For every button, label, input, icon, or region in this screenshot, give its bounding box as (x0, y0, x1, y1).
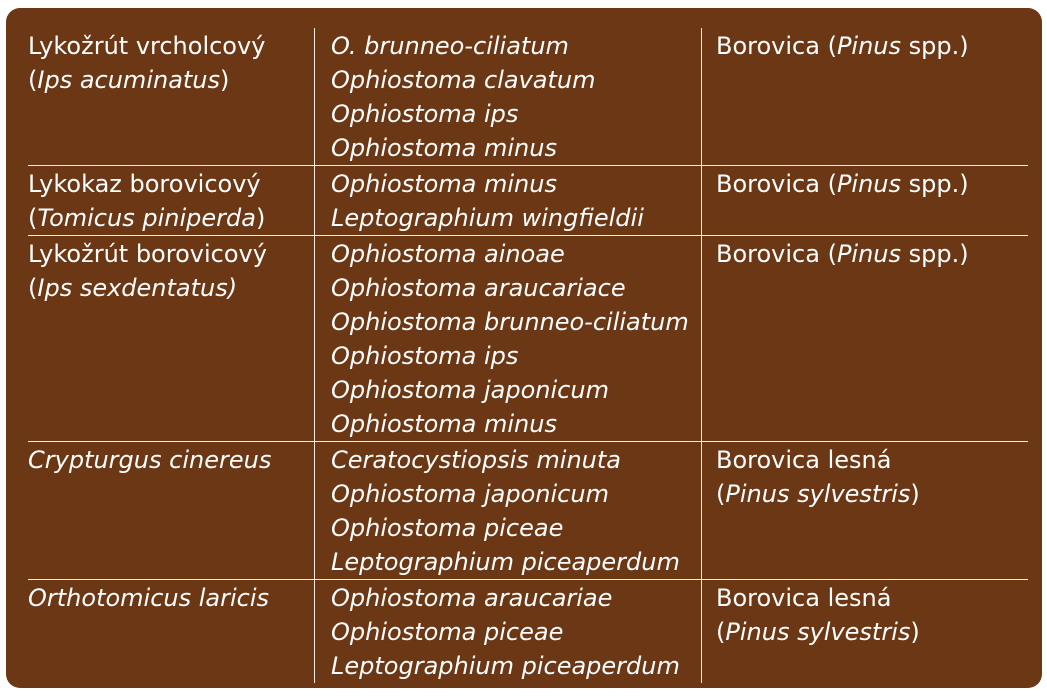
common-text: spp.) (901, 32, 969, 60)
host-line (716, 477, 1028, 511)
fungus-name: Ophiostoma ips (331, 342, 519, 370)
table-row (28, 580, 1028, 684)
common-text: Lykokaz borovicový (28, 170, 261, 198)
latin-name: Pinus (836, 240, 902, 268)
insect-line (28, 167, 314, 201)
common-text: Borovica ( (716, 32, 837, 60)
fungi-cell (315, 28, 702, 166)
latin-name: Pinus sylvestris (725, 618, 911, 646)
fungus-name: Ophiostoma piceae (331, 514, 564, 542)
insect-line (28, 63, 314, 97)
insect-cell (28, 442, 315, 580)
common-text: ) (910, 618, 920, 646)
latin-name: Ips acuminatus (37, 66, 221, 94)
fungi-cell (315, 236, 702, 442)
host-cell (702, 236, 1029, 442)
fungus-name: Ophiostoma brunneo-ciliatum (331, 308, 689, 336)
insect-cell (28, 166, 315, 236)
fungus-name: Ophiostoma araucariace (331, 274, 626, 302)
latin-name: Crypturgus cinereus (28, 446, 272, 474)
common-text: ( (28, 274, 38, 302)
common-text: ( (28, 66, 38, 94)
host-line (716, 167, 1028, 201)
latin-name: Pinus (836, 32, 902, 60)
common-text: spp.) (901, 170, 969, 198)
latin-name: Pinus sylvestris (725, 480, 911, 508)
host-line (716, 581, 1028, 615)
table-row (28, 28, 1028, 166)
insect-cell (28, 236, 315, 442)
table-body (28, 28, 1028, 683)
host-cell (702, 580, 1029, 684)
host-line (716, 29, 1028, 63)
insect-line (28, 271, 314, 305)
common-text: ( (28, 204, 38, 232)
insect-cell (28, 28, 315, 166)
host-line (716, 615, 1028, 649)
insect-line (28, 443, 314, 477)
fungus-name: Ophiostoma minus (331, 170, 557, 198)
latin-name: Pinus (836, 170, 902, 198)
common-text: Lykožrút borovicový (28, 240, 267, 268)
fungus-name: Ophiostoma ips (331, 100, 519, 128)
fungi-cell (315, 442, 702, 580)
fungus-name: Leptographium piceaperdum (331, 652, 680, 680)
fungus-name: Ophiostoma japonicum (331, 376, 609, 404)
fungus-name: Leptographium wingfieldii (331, 204, 644, 232)
insect-line (28, 581, 314, 615)
common-text: Lykožrút vrcholcový (28, 32, 266, 60)
insect-line (28, 237, 314, 271)
table-row (28, 442, 1028, 580)
fungus-name: Leptographium piceaperdum (331, 548, 680, 576)
common-text: Borovica lesná (716, 584, 892, 612)
common-text: Borovica ( (716, 170, 837, 198)
common-text: ) (220, 66, 230, 94)
fungus-name: Ophiostoma minus (331, 134, 557, 162)
latin-name: Orthotomicus laricis (28, 584, 270, 612)
host-cell (702, 28, 1029, 166)
table-row (28, 166, 1028, 236)
fungi-cell (315, 580, 702, 684)
common-text: ( (716, 480, 726, 508)
fungus-name: Ophiostoma ainoae (331, 240, 565, 268)
common-text: ) (910, 480, 920, 508)
common-text: ( (716, 618, 726, 646)
fungus-name: Ophiostoma japonicum (331, 480, 609, 508)
insect-line (28, 201, 314, 235)
fungus-name: O. brunneo-ciliatum (331, 32, 569, 60)
latin-name: Tomicus piniperda (37, 204, 256, 232)
host-cell (702, 442, 1029, 580)
fungi-cell (315, 166, 702, 236)
common-text: ) (255, 204, 266, 232)
fungus-name: Ceratocystiopsis minuta (331, 446, 621, 474)
insect-line (28, 29, 314, 63)
host-line (716, 443, 1028, 477)
table-card (6, 8, 1042, 688)
insect-cell (28, 580, 315, 684)
common-text: Borovica ( (716, 240, 837, 268)
table-row (28, 236, 1028, 442)
fungus-name: Ophiostoma araucariae (331, 584, 613, 612)
common-text: Borovica lesná (716, 446, 892, 474)
host-line (716, 237, 1028, 271)
common-text: spp.) (901, 240, 969, 268)
host-cell (702, 166, 1029, 236)
species-fungi-host-table (28, 28, 1028, 683)
latin-name: Ips sexdentatus) (37, 274, 238, 302)
fungus-name: Ophiostoma minus (331, 410, 557, 438)
fungus-name: Ophiostoma clavatum (331, 66, 596, 94)
fungus-name: Ophiostoma piceae (331, 618, 564, 646)
